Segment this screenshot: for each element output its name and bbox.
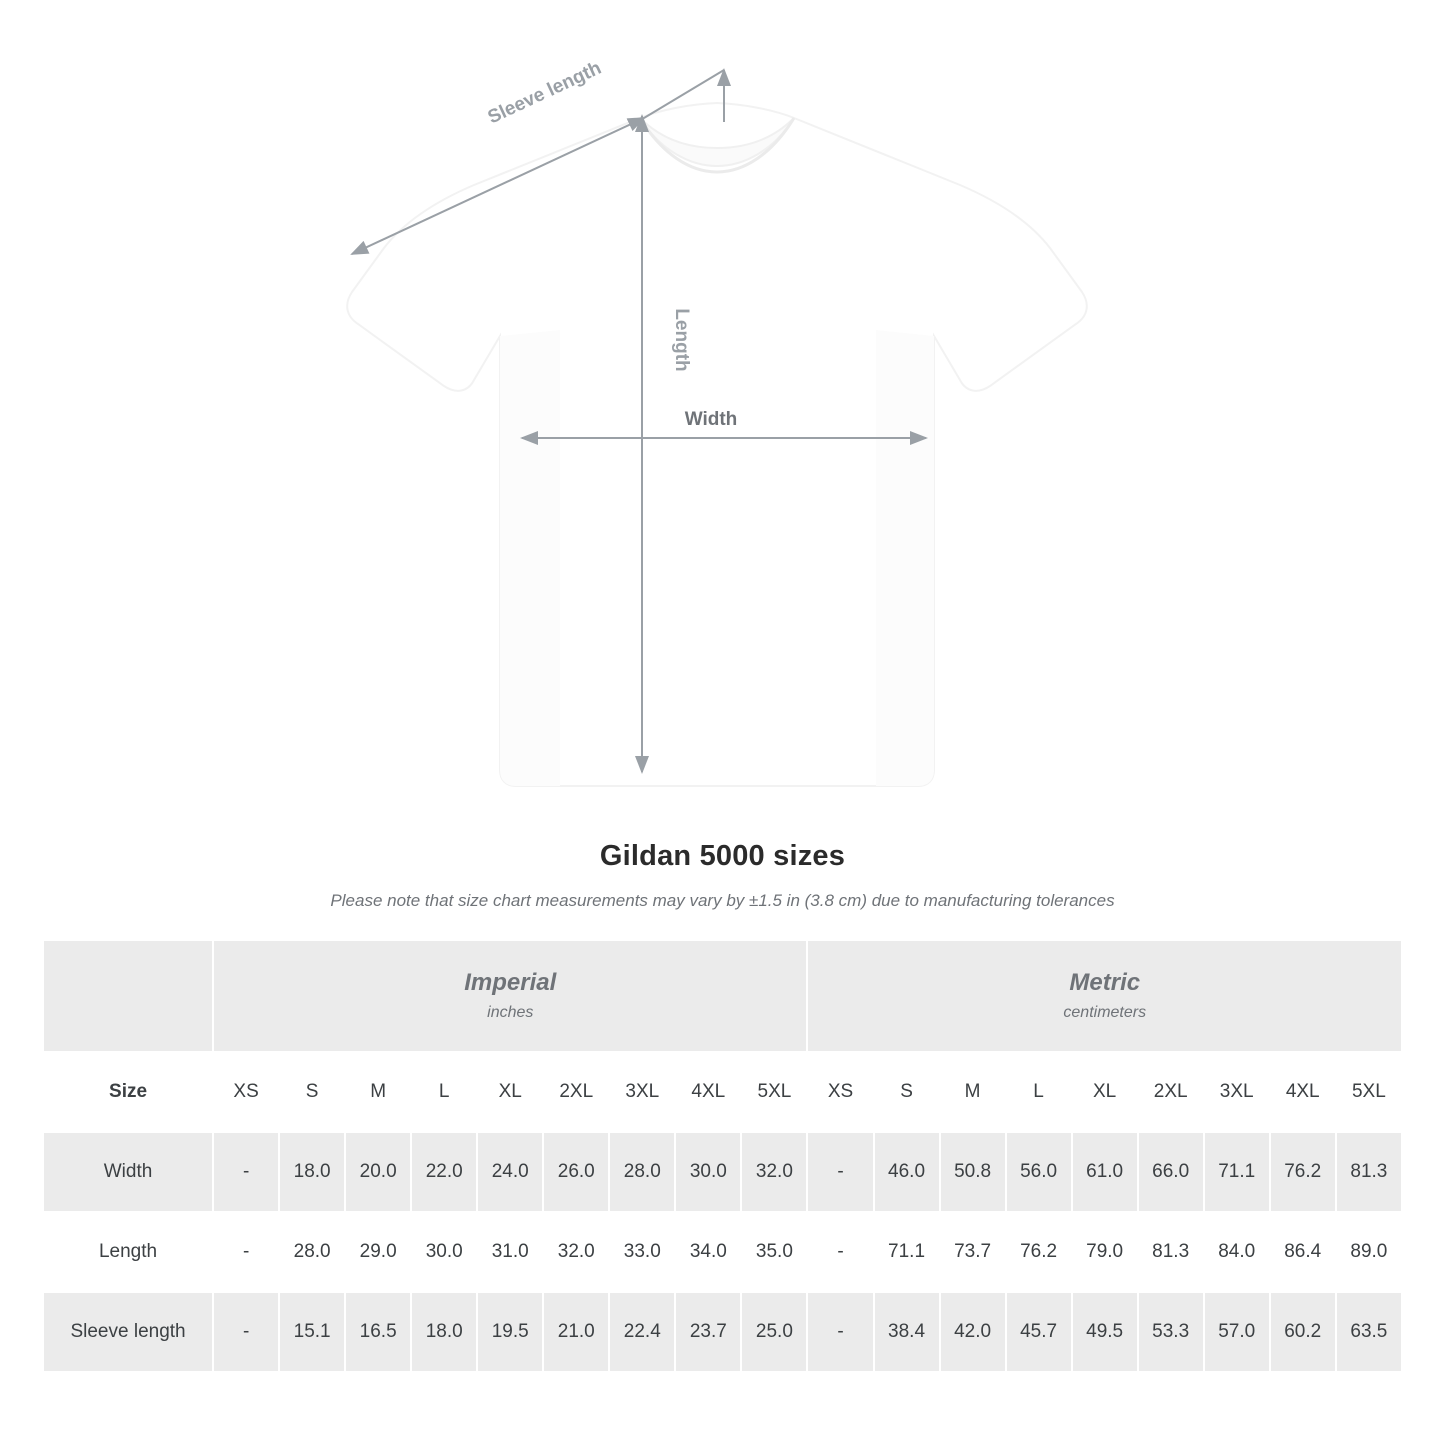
unit-header-row — [43, 940, 1402, 1052]
unit-spacer — [43, 940, 213, 1052]
cell-sleeve-imp-2xl: 21.0 — [543, 1292, 609, 1372]
size-imp-s: S — [279, 1052, 345, 1132]
sleeve-length-label: Sleeve length — [484, 57, 605, 129]
row-label-length: Length — [43, 1212, 213, 1292]
cell-width-imp-5xl: 32.0 — [741, 1132, 807, 1212]
cell-sleeve-imp-l: 18.0 — [411, 1292, 477, 1372]
cell-width-met-4xl: 76.2 — [1270, 1132, 1336, 1212]
cell-sleeve-met-m: 42.0 — [940, 1292, 1006, 1372]
cell-length-met-xs: - — [807, 1212, 873, 1292]
chart-title-block — [0, 840, 1445, 911]
cell-sleeve-met-3xl: 57.0 — [1204, 1292, 1270, 1372]
cell-width-met-2xl: 66.0 — [1138, 1132, 1204, 1212]
row-label-width: Width — [43, 1132, 213, 1212]
unit-metric — [807, 940, 1402, 1052]
cell-sleeve-met-s: 38.4 — [874, 1292, 940, 1372]
cell-width-met-s: 46.0 — [874, 1132, 940, 1212]
size-met-3xl: 3XL — [1204, 1052, 1270, 1132]
size-met-l: L — [1006, 1052, 1072, 1132]
cell-width-met-l: 56.0 — [1006, 1132, 1072, 1212]
row-header-size: Size — [43, 1052, 213, 1132]
cell-length-imp-m: 29.0 — [345, 1212, 411, 1292]
unit-metric-name: Metric — [1069, 968, 1141, 996]
cell-width-imp-xl: 24.0 — [477, 1132, 543, 1212]
cell-length-met-2xl: 81.3 — [1138, 1212, 1204, 1292]
cell-length-met-m: 73.7 — [940, 1212, 1006, 1292]
row-label-sleeve-length: Sleeve length — [43, 1292, 213, 1372]
cell-sleeve-met-2xl: 53.3 — [1138, 1292, 1204, 1372]
cell-width-met-xl: 61.0 — [1072, 1132, 1138, 1212]
cell-sleeve-met-xl: 49.5 — [1072, 1292, 1138, 1372]
cell-width-met-3xl: 71.1 — [1204, 1132, 1270, 1212]
cell-length-imp-l: 30.0 — [411, 1212, 477, 1292]
size-imp-l: L — [411, 1052, 477, 1132]
cell-length-met-xl: 79.0 — [1072, 1212, 1138, 1292]
cell-sleeve-met-5xl: 63.5 — [1336, 1292, 1402, 1372]
cell-width-imp-3xl: 28.0 — [609, 1132, 675, 1212]
unit-imperial — [213, 940, 807, 1052]
size-met-2xl: 2XL — [1138, 1052, 1204, 1132]
size-imp-3xl: 3XL — [609, 1052, 675, 1132]
cell-length-imp-5xl: 35.0 — [741, 1212, 807, 1292]
cell-length-met-l: 76.2 — [1006, 1212, 1072, 1292]
cell-length-met-3xl: 84.0 — [1204, 1212, 1270, 1292]
size-met-xs: XS — [807, 1052, 873, 1132]
cell-length-imp-xl: 31.0 — [477, 1212, 543, 1292]
tolerance-note: Please note that size chart measurements may vary by ±1.5 in (3.8 cm) due to manufacturing tolerances — [330, 891, 1115, 910]
cell-width-imp-s: 18.0 — [279, 1132, 345, 1212]
cell-sleeve-imp-s: 15.1 — [279, 1292, 345, 1372]
cell-sleeve-imp-4xl: 23.7 — [675, 1292, 741, 1372]
size-table-wrapper — [42, 939, 1403, 1373]
cell-sleeve-met-4xl: 60.2 — [1270, 1292, 1336, 1372]
page-title: Gildan 5000 sizes — [599, 840, 846, 872]
cell-sleeve-met-xs: - — [807, 1292, 873, 1372]
length-label: Length — [671, 308, 692, 372]
cell-width-imp-l: 22.0 — [411, 1132, 477, 1212]
cell-length-met-s: 71.1 — [874, 1212, 940, 1292]
cell-length-imp-3xl: 33.0 — [609, 1212, 675, 1292]
table-row — [43, 1132, 1402, 1212]
cell-width-imp-4xl: 30.0 — [675, 1132, 741, 1212]
cell-width-met-m: 50.8 — [940, 1132, 1006, 1212]
cell-sleeve-imp-5xl: 25.0 — [741, 1292, 807, 1372]
size-header-row — [43, 1052, 1402, 1132]
cell-length-imp-2xl: 32.0 — [543, 1212, 609, 1292]
size-imp-xs: XS — [213, 1052, 279, 1132]
size-met-4xl: 4XL — [1270, 1052, 1336, 1132]
cell-width-imp-2xl: 26.0 — [543, 1132, 609, 1212]
size-met-m: M — [940, 1052, 1006, 1132]
cell-sleeve-met-l: 45.7 — [1006, 1292, 1072, 1372]
table-row — [43, 1292, 1402, 1372]
cell-width-imp-m: 20.0 — [345, 1132, 411, 1212]
size-met-s: S — [874, 1052, 940, 1132]
size-imp-xl: XL — [477, 1052, 543, 1132]
size-imp-4xl: 4XL — [675, 1052, 741, 1132]
unit-imperial-name: Imperial — [464, 968, 557, 996]
cell-length-imp-xs: - — [213, 1212, 279, 1292]
size-met-5xl: 5XL — [1336, 1052, 1402, 1132]
size-met-xl: XL — [1072, 1052, 1138, 1132]
cell-width-imp-xs: - — [213, 1132, 279, 1212]
size-table — [42, 939, 1403, 1373]
cell-length-imp-s: 28.0 — [279, 1212, 345, 1292]
size-imp-2xl: 2XL — [543, 1052, 609, 1132]
unit-metric-sub: centimeters — [1063, 1004, 1147, 1022]
cell-sleeve-imp-m: 16.5 — [345, 1292, 411, 1372]
size-imp-5xl: 5XL — [741, 1052, 807, 1132]
cell-sleeve-imp-3xl: 22.4 — [609, 1292, 675, 1372]
unit-imperial-sub: inches — [487, 1004, 534, 1022]
cell-length-imp-4xl: 34.0 — [675, 1212, 741, 1292]
cell-length-met-4xl: 86.4 — [1270, 1212, 1336, 1292]
cell-sleeve-imp-xs: - — [213, 1292, 279, 1372]
cell-width-met-xs: - — [807, 1132, 873, 1212]
cell-width-met-5xl: 81.3 — [1336, 1132, 1402, 1212]
cell-length-met-5xl: 89.0 — [1336, 1212, 1402, 1292]
cell-sleeve-imp-xl: 19.5 — [477, 1292, 543, 1372]
width-label: Width — [684, 409, 738, 430]
table-row — [43, 1212, 1402, 1292]
size-imp-m: M — [345, 1052, 411, 1132]
